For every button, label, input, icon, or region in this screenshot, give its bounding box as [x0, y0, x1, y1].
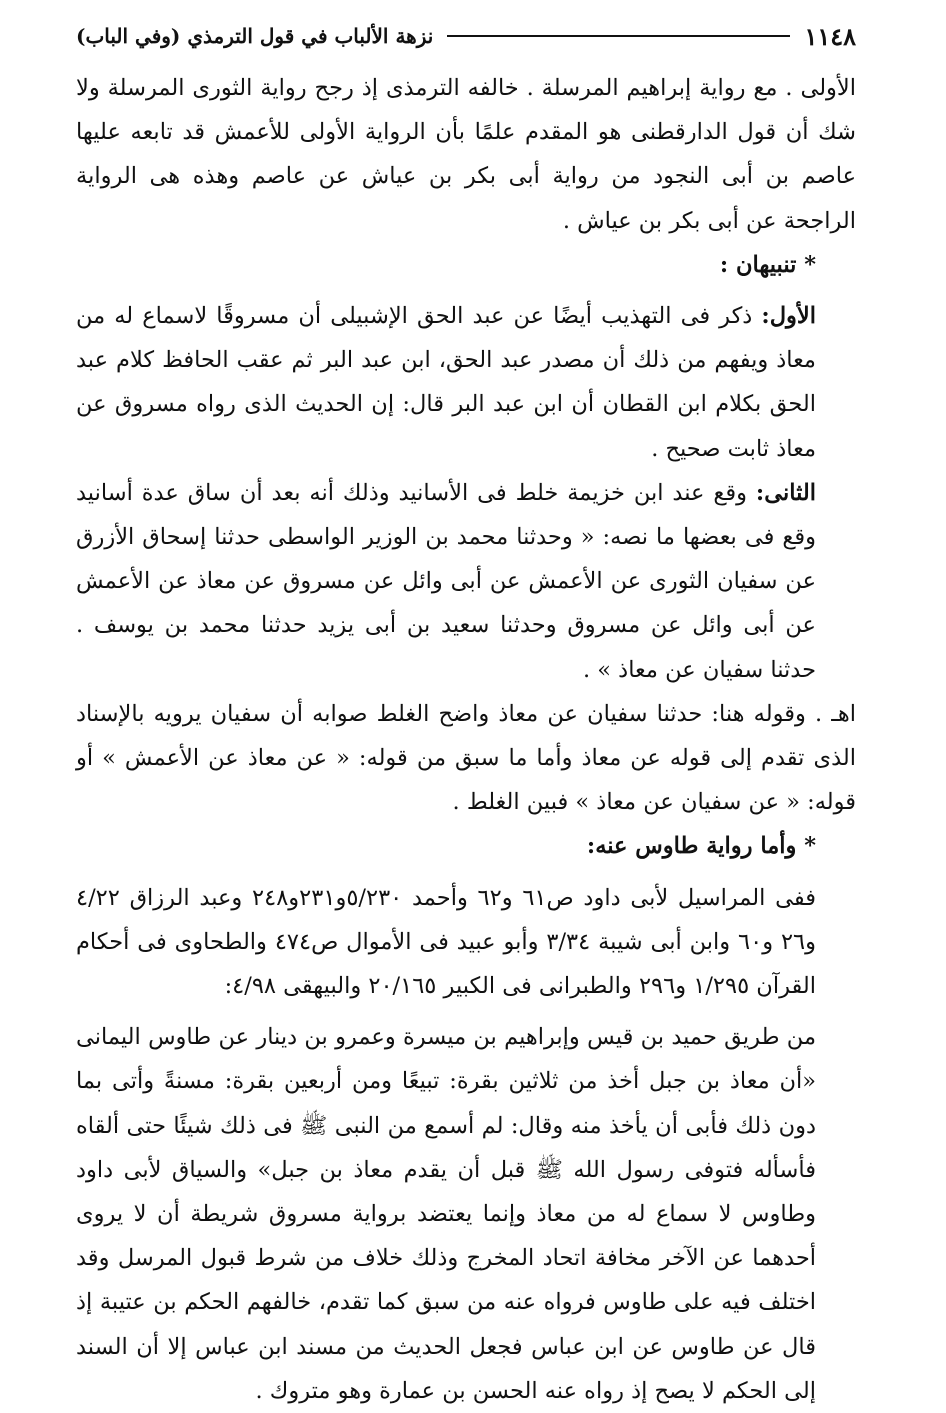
paragraph-hadith: من طريق حميد بن قيس وإبراهيم بن ميسرة وعمرو بن دينار عن طاوس اليمانى «أن معاذ بن جبل أخذ من ثلاثين بقرة: تبيعًا ومن أربعين بقرة: مسنةً وأتى بما دون ذلك فأبى أن يأخذ منه وقال: لم أسمع من النبى ﷺ فى ذلك شيئًا حتى ألقاه فأسأله فتوفى رسول الله ﷺ قبل أن يقدم معاذ بن جبل» والسياق لأبى داود وطاوس لا سماع له من معاذ وإنما يعتضد برواية مسروق شريطة أن لا يروى أحدهما عن الآخر مخافة اتحاد المخرج وذلك خلاف من شرط قبول المرسل وقد اختلف فيه على طاوس فرواه عنه من سبق كما تقدم، خالفهم الحكم بن عتيبة إذ قال عن طاوس عن ابن عباس فجعل الحديث من مسند ابن عباس إلا أن السند إلى الحكم لا يصح إذ رواه عنه الحسن بن عمارة وهو متروك . [76, 1024, 816, 1404]
page-number: ١١٤٨ [804, 21, 856, 51]
paragraph-correction: اهـ . وقوله هنا: حدثنا سفيان عن معاذ واضح الغلط صوابه أن سفيان يرويه بالإسناد الذى تقدم إلى قوله عن معاذ وأما ما سبق من قوله: « عن معاذ عن الأعمش » أو قوله: « عن سفيان عن معاذ » فبين الغلط . [76, 700, 856, 816]
running-title: نزهة الألباب في قول الترمذي (وفي الباب) [76, 24, 434, 48]
page-header [76, 14, 856, 58]
section-heading-tanbihan: * تنبيهان : [719, 251, 816, 278]
paragraph-second-note [76, 471, 856, 692]
paragraph-continuation: الأولى . مع رواية إبراهيم المرسلة . خالفه الترمذى إذ رجح رواية الثورى المرسلة ولا شك أن قول الدارقطنى هو المقدم علمًا بأن الرواية الأولى للأعمش قد تابعه عليها عاصم بن أبى النجود من رواية أبى بكر بن عياش عن عاصم وهذه هى الرواية الراجحة عن أبى بكر بن عياش . [76, 75, 856, 234]
second-note-text: وقع عند ابن خزيمة خلط فى الأسانيد وذلك أنه بعد أن ساق عدة أسانيد وقع فى بعضها ما نصه: « وحدثنا محمد بن الوزير الواسطى حدثنا إسحاق الأزرق عن سفيان الثورى عن الأعمش عن أبى وائل عن مسروق عن معاذ عن الأعمش عن أبى وائل عن مسروق وحدثنا سعيد بن أبى يزيد حدثنا محمد بن يوسف . حدثنا سفيان عن معاذ » . [76, 479, 816, 683]
first-note-lead: الأول: [761, 303, 816, 330]
section-heading-tawus: * وأما رواية طاوس عنه: [586, 833, 816, 860]
paragraph-first-note [76, 294, 856, 471]
second-note-lead: الثانى: [755, 479, 816, 506]
first-note-text: ذكر فى التهذيب أيضًا عن عبد الحق الإشبيلى أن مسروقًا لاسماع له من معاذ ويفهم من ذلك أن مصدر عبد الحق، ابن عبد البر ثم عقب الحافظ كلام عبد الحق بكلام ابن القطان أن ابن عبد البر قال: إن الحديث الذى رواه مسروق عن معاذ ثابت صحيح . [76, 303, 816, 462]
paragraph-sources: ففى المراسيل لأبى داود ص٦١ و٦٢ وأحمد ٥/٢٣٠و٢٣١و٢٤٨ وعبد الرزاق ٤/٢٢ و٢٦ و٦٠ وابن أبى شيبة ٣/٣٤ وأبو عبيد فى الأموال ص٤٧٤ والطحاوى فى أحكام القرآن ١/٢٩٥ و٢٩٦ والطبرانى فى الكبير ٢٠/١٦٥ والبيهقى ٤/٩٨: [76, 884, 816, 1000]
page-body [76, 66, 856, 1413]
header-rule [447, 35, 790, 37]
